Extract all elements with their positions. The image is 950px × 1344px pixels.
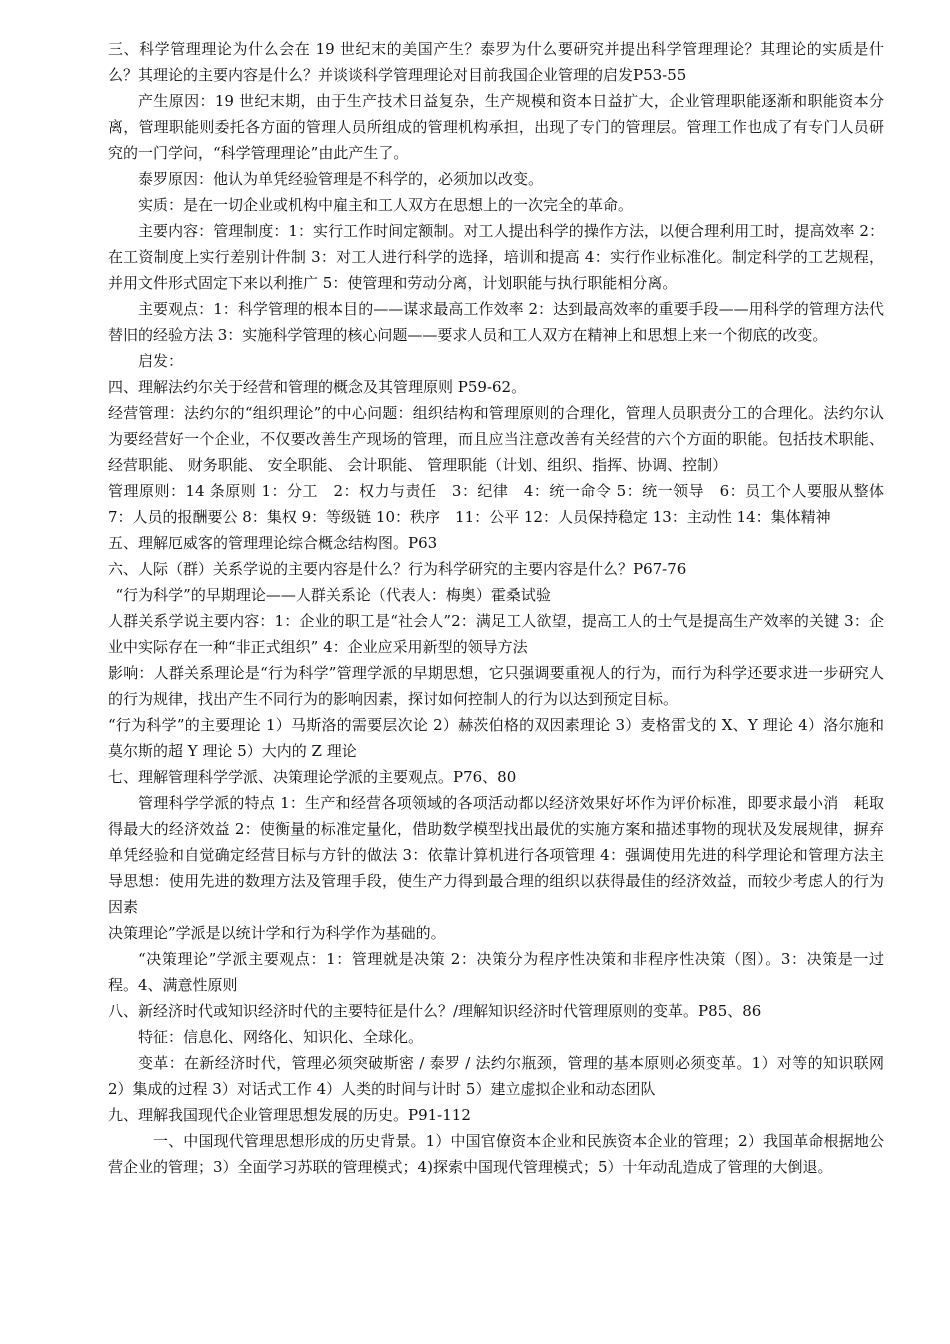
paragraph-operation-management: 经营管理：法约尔的“组织理论”的中心问题：组织结构和管理原则的合理化，管理人员职责分工的合理化。法约尔认为要经营好一个企业，不仅要改善生产现场的管理，而且应当注意改善有关经营的六个方面的职能。包括技术职能、 经营职能、 财务职能、 安全职能、 会计职能、 管理职能（计划、组织、指挥、协调、控制） (108, 404, 884, 474)
paragraph-main-views: 主要观点：1：科学管理的根本目的——谋求最高工作效率 2：达到最高效率的重要手段——用科学的管理方法代替旧的经验方法 3：实施科学管理的核心问题——要求人员和工人双方在精神上和思想上来一个彻底的改变。 (108, 300, 884, 344)
paragraph-behavioral-early-theory: “行为科学”的早期理论——人群关系论（代表人：梅奥）霍桑试验 (115, 586, 551, 604)
paragraph-management-science-features: 管理科学学派的特点 1：生产和经营各项领域的各项活动都以经济效果好坏作为评价标准，即要求最小消 耗取得最大的经济效益 2：使衡量的标准定量化，借助数学模型找出最优的实施方案和描述事物的现状及发展规律，摒弃单凭经验和自觉确定经营目标与方针的做法 3：依靠计算机进行各项管理 4：强调使用先进的科学理论和管理方法主导思想：使用先进的数理方法及管理手段，使生产力得到最合理的组织以获得最佳的经济效益，而较少考虑人的行为因素 (108, 794, 884, 916)
section-heading-7: 七、理解管理科学学派、决策理论学派的主要观点。P76、80 (108, 768, 517, 786)
document-page (108, 36, 884, 1180)
paragraph-main-content: 主要内容：管理制度：1：实行工作时间定额制。对工人提出科学的操作方法，以便合理利用工时，提高效率 2：在工资制度上实行差别计件制 3：对工人进行科学的选择，培训和提高 4：实行作业标准化。制定科学的工艺规程，并用文件形式固定下来以利推广 5：使管理和劳动分离，计划职能与执行职能相分离。 (108, 222, 884, 292)
paragraph-decision-theory-basis: 决策理论”学派是以统计学和行为科学作为基础的。 (108, 924, 446, 942)
paragraph-features: 特征：信息化、网络化、知识化、全球化。 (138, 1028, 424, 1046)
section-heading-8: 八、新经济时代或知识经济时代的主要特征是什么？/理解知识经济时代管理原则的变革。P85、86 (108, 1002, 762, 1020)
paragraph-decision-theory-views: “决策理论”学派主要观点：1：管理就是决策 2：决策分为程序性决策和非程序性决策（图）。3：决策是一过程。4、满意性原则 (108, 950, 884, 994)
paragraph-behavioral-main-theories: “行为科学”的主要理论 1）马斯洛的需要层次论 2）赫茨伯格的双因素理论 3）麦格雷戈的 X、Y 理论 4）洛尔施和莫尔斯的超 Y 理论 5）大内的 Z 理论 (108, 716, 884, 760)
paragraph-influence: 影响：人群关系理论是“行为科学”管理学派的早期思想，它只强调要重视人的行为，而行为科学还要求进一步研究人的行为规律，找出产生不同行为的影响因素，探讨如何控制人的行为以达到预定目标。 (108, 664, 884, 708)
section-heading-6: 六、人际（群）关系学说的主要内容是什么？行为科学研究的主要内容是什么？P67-76 (108, 560, 687, 578)
paragraph-human-relations-content: 人群关系学说主要内容：1：企业的职工是“社会人”2：满足工人欲望，提高工人的士气是提高生产效率的关键 3：企业中实际存在一种“非正式组织” 4：企业应采用新型的领导方法 (108, 612, 884, 656)
paragraph-management-principles: 管理原则：14 条原则 1：分工 2：权力与责任 3：纪律 4：统一命令 5：统一领导 6：员工个人要服从整体 7：人员的报酬要公 8：集权 9：等级链 10：秩序 11：公平 12：人员保持稳定 13：主动性 14：集体精神 (108, 482, 884, 526)
paragraph-reform: 变革：在新经济时代，管理必须突破斯密 / 泰罗 / 法约尔瓶颈，管理的基本原则必须变革。1）对等的知识联网 2）集成的过程 3）对话式工作 4）人类的时间与计时 5）建立虚拟企业和动态团队 (108, 1054, 884, 1098)
paragraph-origin-reason: 产生原因：19 世纪末期，由于生产技术日益复杂，生产规模和资本日益扩大，企业管理职能逐渐和职能资本分离，管理职能则委托各方面的管理人员所组成的管理机构承担，出现了专门的管理层。管理工作也成了有专门人员研究的一门学问，“科学管理理论”由此产生了。 (108, 92, 884, 162)
section-heading-5: 五、理解厄威客的管理理论综合概念结构图。P63 (108, 534, 438, 552)
section-heading-3: 三、科学管理理论为什么会在 19 世纪末的美国产生？泰罗为什么要研究并提出科学管理理论？其理论的实质是什么？其理论的主要内容是什么？并谈谈科学管理理论对目前我国企业管理的启发P53-55 (108, 40, 884, 84)
paragraph-inspiration: 启发： (138, 352, 184, 370)
section-heading-4: 四、理解法约尔关于经营和管理的概念及其管理原则 P59-62。 (108, 378, 527, 396)
paragraph-history-background: 一、中国现代管理思想形成的历史背景。1）中国官僚资本企业和民族资本企业的管理；2）我国革命根据地公营企业的管理；3）全面学习苏联的管理模式；4)探索中国现代管理模式；5）十年动乱造成了管理的大倒退。 (108, 1132, 884, 1176)
paragraph-essence: 实质：是在一切企业或机构中雇主和工人双方在思想上的一次完全的革命。 (138, 196, 634, 214)
section-heading-9: 九、理解我国现代企业管理思想发展的历史。P91-112 (108, 1106, 471, 1124)
paragraph-taylor-reason: 泰罗原因：他认为单凭经验管理是不科学的，必须加以改变。 (138, 170, 544, 188)
